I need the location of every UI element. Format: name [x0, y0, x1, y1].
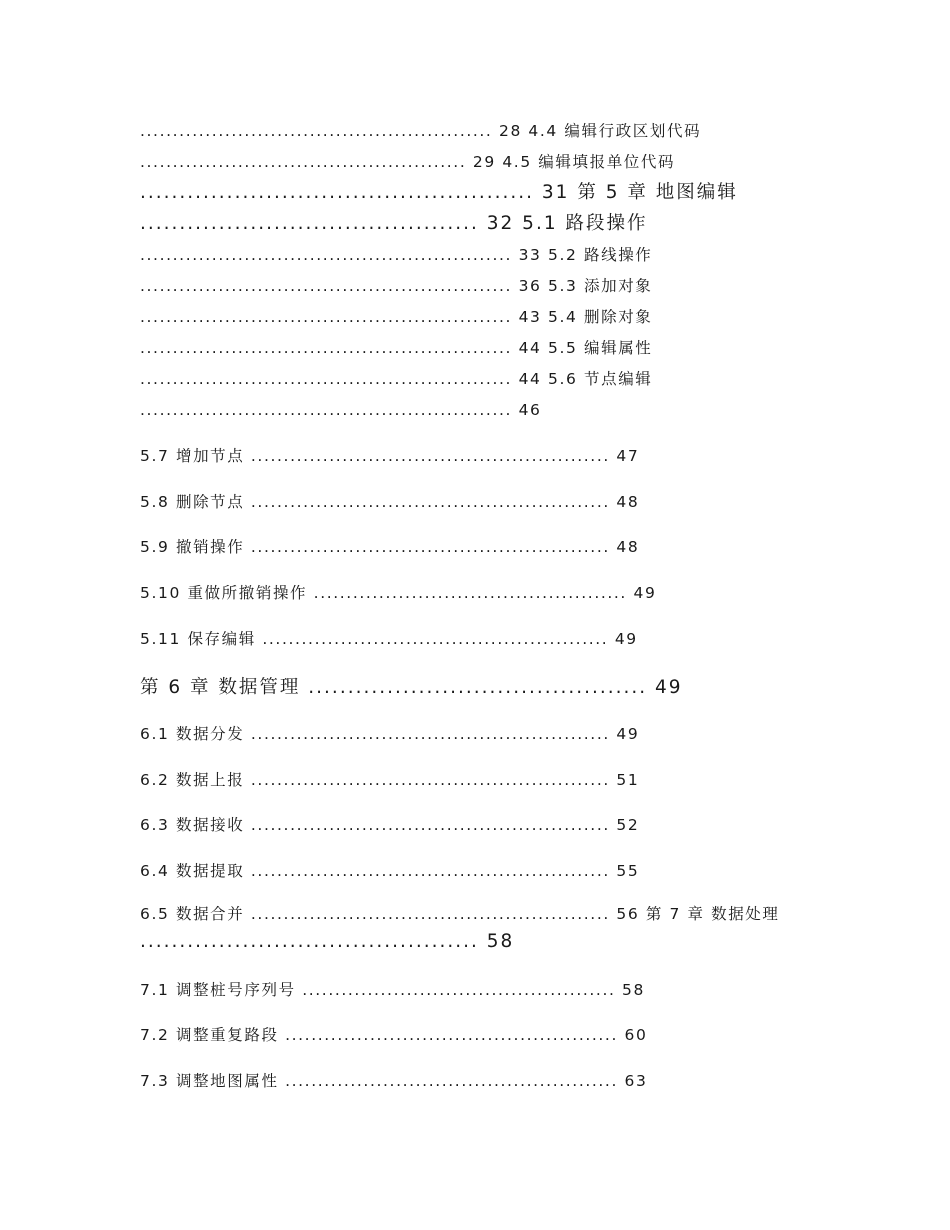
toc-line-6-5[interactable]: 6.5 数据合并 ....................................................... 56 第 7 章 数据处理: [140, 905, 780, 923]
toc-line-7-3[interactable]: 7.3 调整地图属性 ................................................... 63: [140, 1072, 648, 1090]
toc-line-6-1[interactable]: 6.1 数据分发 ....................................................... 49: [140, 725, 640, 743]
toc-line-5-5[interactable]: ......................................................... 44 5.5 编辑属性: [140, 339, 653, 357]
toc-line-4-4[interactable]: ...................................................... 28 4.4 编辑行政区划代码: [140, 122, 702, 140]
toc-line-6-3[interactable]: 6.3 数据接收 ....................................................... 52: [140, 816, 640, 834]
toc-line-5-10[interactable]: 5.10 重做所撤销操作 ................................................ 49: [140, 584, 657, 602]
toc-line-6-4[interactable]: 6.4 数据提取 ....................................................... 55: [140, 862, 640, 880]
toc-line-5-4[interactable]: ......................................................... 43 5.4 删除对象: [140, 308, 653, 326]
toc-line-5-11[interactable]: 5.11 保存编辑 ..................................................... 49: [140, 630, 638, 648]
toc-line-chapter-5[interactable]: .................................................. 31 第 5 章 地图编辑: [140, 182, 738, 203]
toc-line-5-1[interactable]: ........................................... 32 5.1 路段操作: [140, 213, 648, 234]
toc-line-5-8[interactable]: 5.8 删除节点 ....................................................... 48: [140, 493, 640, 511]
toc-line-chapter-7[interactable]: ........................................... 58: [140, 931, 515, 952]
toc-line-chapter-6[interactable]: 第 6 章 数据管理 ........................................... 49: [140, 677, 683, 698]
toc-line-6-2[interactable]: 6.2 数据上报 ....................................................... 51: [140, 771, 640, 789]
toc-line-7-2[interactable]: 7.2 调整重复路段 ................................................... 60: [140, 1026, 648, 1044]
toc-line-5-6[interactable]: ......................................................... 44 5.6 节点编辑: [140, 370, 653, 388]
toc-line-5-9[interactable]: 5.9 撤销操作 ....................................................... 48: [140, 538, 640, 556]
toc-line-5-2[interactable]: ......................................................... 33 5.2 路线操作: [140, 246, 653, 264]
toc-line-4-5[interactable]: .................................................. 29 4.5 编辑填报单位代码: [140, 153, 676, 171]
toc-line-5-7[interactable]: 5.7 增加节点 ....................................................... 47: [140, 447, 640, 465]
toc-line-7-1[interactable]: 7.1 调整桩号序列号 ................................................ 58: [140, 981, 645, 999]
toc-line-5-3[interactable]: ......................................................... 36 5.3 添加对象: [140, 277, 653, 295]
toc-line-5-6-page[interactable]: ......................................................... 46: [140, 401, 542, 419]
